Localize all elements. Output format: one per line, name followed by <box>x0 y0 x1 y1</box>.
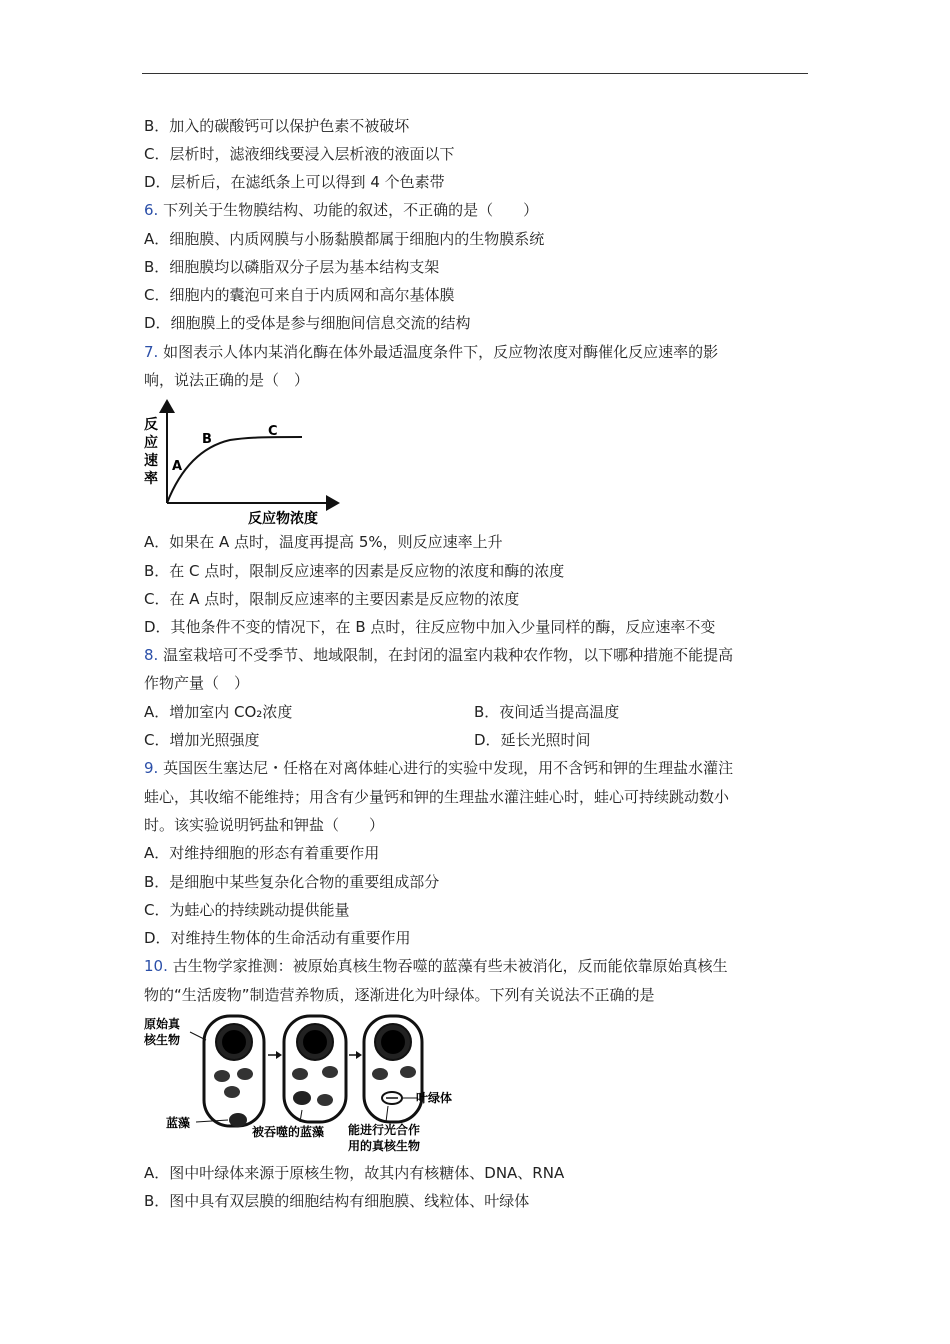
q7-stem-text1: 如图表示人体内某消化酶在体外最适温度条件下，反应物浓度对酶催化反应速率的影 <box>163 343 719 361</box>
q8-option-c: C．增加光照强度 <box>144 731 260 749</box>
q7-option-b: B．在 C 点时，限制反应速率的因素是反应物的浓度和酶的浓度 <box>144 562 565 580</box>
q6-option-a: A．细胞膜、内质网膜与小肠黏膜都属于细胞内的生物膜系统 <box>144 230 545 248</box>
cell-1-organelle <box>237 1068 253 1080</box>
q9-option-c: C．为蛙心的持续跳动提供能量 <box>144 901 350 919</box>
point-b-label: B <box>202 432 212 447</box>
q7-figure <box>140 395 350 530</box>
q9-option-d: D．对维持生物体的生命活动有重要作用 <box>144 929 411 947</box>
y-label-3: 速 <box>144 453 158 469</box>
cell-1-organelle <box>224 1086 240 1098</box>
q6-option-c: C．细胞内的囊泡可来自于内质网和高尔基体膜 <box>144 286 455 304</box>
arrow-2-head <box>356 1051 362 1059</box>
q9-option-b: B．是细胞中某些复杂化合物的重要组成部分 <box>144 873 440 891</box>
cell-1-organelle <box>214 1070 230 1082</box>
q8-stem-line1 <box>144 646 733 664</box>
q7-option-a: A．如果在 A 点时，温度再提高 5%，则反应速率上升 <box>144 533 503 551</box>
engulfed-cyano <box>293 1091 311 1105</box>
rate-curve <box>167 437 302 503</box>
q6-stem <box>144 201 538 219</box>
point-c-label: C <box>268 424 278 439</box>
cell-2-organelle <box>317 1094 333 1106</box>
label-cyanobacteria: 蓝藻 <box>166 1116 191 1130</box>
q7-option-c: C．在 A 点时，限制反应速率的主要因素是反应物的浓度 <box>144 590 520 608</box>
q8-option-a: A．增加室内 CO₂浓度 <box>144 703 293 721</box>
q7-option-d: D．其他条件不变的情况下，在 B 点时，往反应物中加入少量同样的酶，反应速率不变 <box>144 618 716 636</box>
q10-number: 10. <box>144 957 168 975</box>
y-label-4: 率 <box>144 471 158 487</box>
q5-option-b: B．加入的碳酸钙可以保护色素不被破坏 <box>144 117 410 135</box>
q10-option-b: B．图中具有双层膜的细胞结构有细胞膜、线粒体、叶绿体 <box>144 1192 530 1210</box>
q7-number: 7. <box>144 343 159 361</box>
point-a-label: A <box>172 459 183 474</box>
q8-stem-line2: 作物产量（ ） <box>144 674 250 692</box>
y-label-2: 应 <box>144 435 158 451</box>
enzyme-rate-graph <box>140 395 350 530</box>
cell-2-organelle <box>292 1068 308 1080</box>
q6-stem-text: 下列关于生物膜结构、功能的叙述，不正确的是（ ） <box>163 201 539 219</box>
q6-option-b: B．细胞膜均以磷脂双分子层为基本结构支架 <box>144 258 440 276</box>
q9-stem-line2: 蛙心，其收缩不能维持；用含有少量钙和钾的生理盐水灌注蛙心时，蛙心可持续跳动数小 <box>144 788 730 806</box>
q8-stem-text1: 温室栽培可不受季节、地域限制，在封闭的温室内栽种农作物，以下哪种措施不能提高 <box>163 646 734 664</box>
q5-option-c: C．层析时，滤液细线要浸入层析液的液面以下 <box>144 145 455 163</box>
q6-number: 6. <box>144 201 159 219</box>
cell-3-nucleolus <box>381 1030 405 1054</box>
label-eukaryote-1: 原始真 <box>144 1017 181 1031</box>
label-engulfed-cyano: 被吞噬的蓝藻 <box>252 1125 325 1139</box>
cell-1-nucleolus <box>222 1030 246 1054</box>
q7-stem-line1 <box>144 343 718 361</box>
y-label-1: 反 <box>144 417 158 433</box>
label-photosynthetic-1: 能进行光合作 <box>348 1123 421 1137</box>
q10-stem-line1 <box>144 957 728 975</box>
q10-option-a: A．图中叶绿体来源于原核生物，故其内有核糖体、DNA、RNA <box>144 1164 565 1182</box>
cell-2-nucleolus <box>303 1030 327 1054</box>
q9-stem-line3: 时。该实验说明钙盐和钾盐（ ） <box>144 816 385 834</box>
q8-number: 8. <box>144 646 159 664</box>
q5-option-d: D．层析后，在滤纸条上可以得到 4 个色素带 <box>144 173 445 191</box>
q8-option-b: B．夜间适当提高温度 <box>474 703 620 721</box>
label-photosynthetic-2: 用的真核生物 <box>348 1139 421 1153</box>
q10-stem-text1: 古生物学家推测：被原始真核生物吞噬的蓝藻有些未被消化，反而能依靠原始真核生 <box>172 957 728 975</box>
q9-stem-line1 <box>144 759 733 777</box>
q9-number: 9. <box>144 759 159 777</box>
q6-option-d: D．细胞膜上的受体是参与细胞间信息交流的结构 <box>144 314 471 332</box>
cell-2-organelle <box>322 1066 338 1078</box>
q9-stem-text1: 英国医生塞达尼・任格在对离体蛙心进行的实验中发现，用不含钙和钾的生理盐水灌注 <box>163 759 734 777</box>
q7-stem-line2: 响，说法正确的是（ ） <box>144 371 310 389</box>
endosymbiosis-diagram <box>142 1010 462 1156</box>
header-rule <box>142 73 808 74</box>
cyanobacterium-body <box>229 1113 247 1127</box>
x-axis-label: 反应物浓度 <box>248 511 318 527</box>
q9-option-a: A．对维持细胞的形态有着重要作用 <box>144 844 380 862</box>
q10-figure <box>142 1010 462 1156</box>
label-chloroplast: 叶绿体 <box>416 1091 453 1105</box>
cell-3-organelle <box>400 1066 416 1078</box>
label-eukaryote-2: 核生物 <box>144 1033 181 1047</box>
arrow-1-head <box>276 1051 282 1059</box>
cell-3-organelle <box>372 1068 388 1080</box>
q10-stem-line2: 物的“生活废物”制造营养物质，逐渐进化为叶绿体。下列有关说法不正确的是 <box>144 986 655 1004</box>
q8-option-d: D．延长光照时间 <box>474 731 591 749</box>
